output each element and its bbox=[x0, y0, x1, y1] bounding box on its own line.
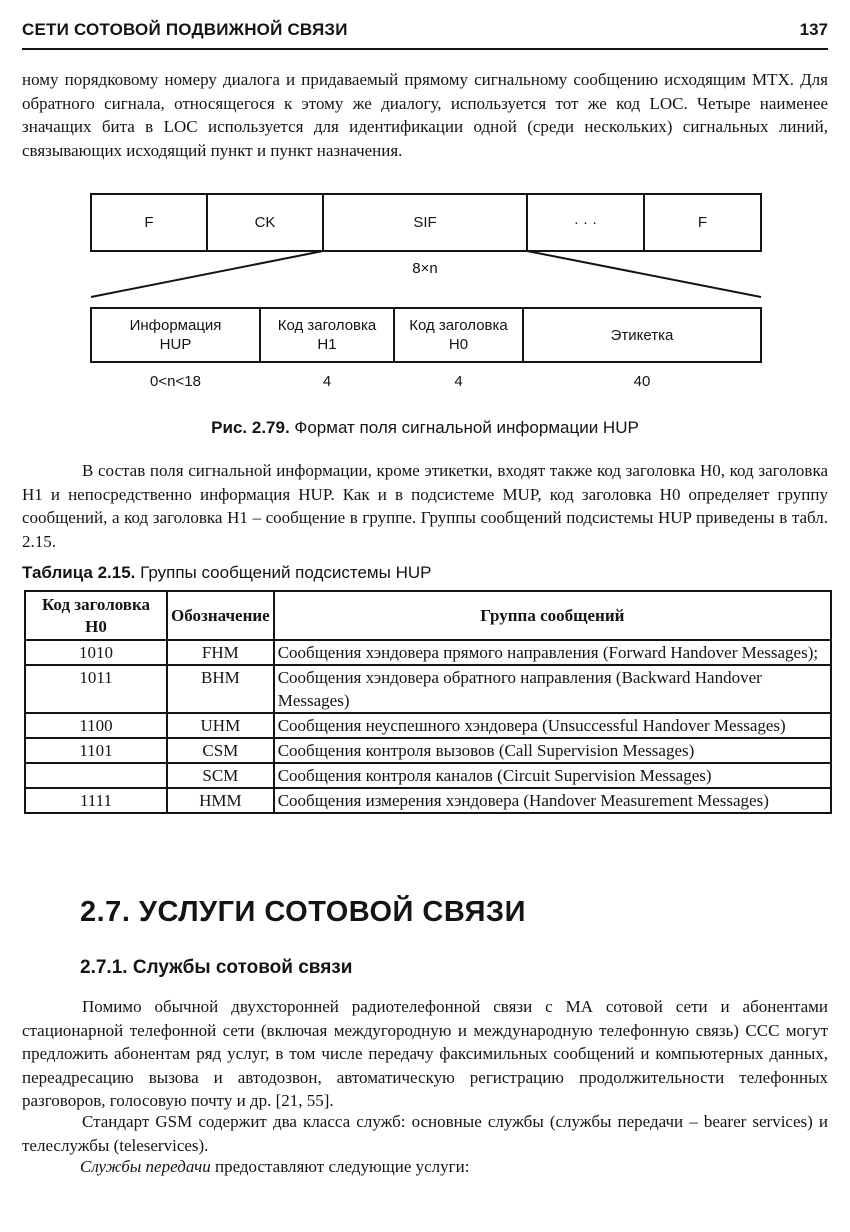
expansion-label: 8×n bbox=[412, 260, 438, 277]
bit-length-h0: 4 bbox=[454, 373, 463, 390]
cell-code: 1100 bbox=[25, 713, 167, 738]
services-lead-italic: Службы передачи bbox=[80, 1157, 211, 1176]
cell-group: Сообщения хэндовера прямого направления (Forward Handover Messages); bbox=[274, 640, 831, 665]
table-row bbox=[25, 738, 831, 763]
table-row bbox=[25, 640, 831, 665]
table-row bbox=[25, 763, 831, 788]
paragraph-2: В состав поля сигнальной информации, кроме этикетки, входят также код заголовка H0, код заголовка H1 и непосредственно информация HUP. Как и в подсистеме MUP, код заголовка H0 определяет группу сообщений, а код заголовка H1 – сообщение в группе. Группы сообщений подсистемы HUP приведены в табл. 2.15. bbox=[22, 461, 828, 551]
field-hup-info: Информация HUP bbox=[129, 317, 222, 353]
table-caption-text: Группы сообщений подсистемы HUP bbox=[140, 563, 432, 582]
cell-group: Сообщения неуспешного хэндовера (Unsuccessful Handover Messages) bbox=[274, 713, 831, 738]
field-label: Этикетка bbox=[610, 326, 674, 344]
field-ck: CK bbox=[254, 214, 276, 231]
section-heading: 2.7. УСЛУГИ СОТОВОЙ СВЯЗИ bbox=[80, 896, 526, 928]
bit-length-h1: 4 bbox=[322, 373, 332, 390]
cell-code: 1010 bbox=[25, 640, 167, 665]
table-row bbox=[25, 713, 831, 738]
subsection-heading: 2.7.1. Службы сотовой связи bbox=[80, 957, 353, 978]
running-header bbox=[22, 18, 828, 50]
header-code: Код заголовка H0 bbox=[25, 591, 167, 640]
table-row bbox=[25, 665, 831, 713]
cell-designation: UHM bbox=[167, 713, 274, 738]
hup-groups-table bbox=[24, 590, 832, 814]
header-designation: Обозначение bbox=[167, 591, 274, 640]
bit-length-hup-info: 0<n<18 bbox=[150, 373, 201, 390]
field-h0-code: Код заголовка H0 bbox=[409, 317, 508, 353]
cell-code: 1111 bbox=[25, 788, 167, 813]
cell-group: Сообщения измерения хэндовера (Handover Measurement Messages) bbox=[274, 788, 831, 813]
page-number: 137 bbox=[799, 20, 828, 39]
field-h1-code: Код заголовка H1 bbox=[277, 317, 377, 353]
table-caption-label: Таблица 2.15. bbox=[22, 563, 136, 582]
figure-hup-format bbox=[0, 185, 850, 400]
cell-code: 1011 bbox=[25, 665, 167, 713]
cell-group: Сообщения контроля вызовов (Call Supervision Messages) bbox=[274, 738, 831, 763]
cell-designation: HMM bbox=[167, 788, 274, 813]
paragraph-3: Помимо обычной двухсторонней радиотелефонной связи с МА сотовой сети и абонентами стационарной телефонной сети (включая междугородную и международную телефонную связь) ССС могут предложить абонентам ряд услуг, в том числе передачу факсимильных сообщений и компьютерных данных, переадресацию вызова и автодозвон, автоматическую регистрацию продолжительности телефонных разговоров, голосовую почту и др. [21, 55]. bbox=[22, 997, 828, 1110]
header-group: Группа сообщений bbox=[274, 591, 831, 640]
field-sif: SIF bbox=[413, 214, 437, 231]
field-ellipsis: · · · bbox=[573, 214, 598, 231]
bit-length-label: 40 bbox=[633, 373, 651, 390]
figure-caption bbox=[0, 418, 850, 438]
cell-code bbox=[25, 763, 167, 788]
intro-paragraph: ному порядковому номеру диалога и придаваемый прямому сигнальному сообщению исходящим МТХ. Для обратного сигнала, относящегося к этому же диалогу, используется тот же код LOC. Четыре наименее значащих бита в LOC используется для идентификации одной (среди нескольких) сигнальных линий, связывающих исходящий пункт и пункт назначения. bbox=[22, 70, 828, 160]
cell-designation: FHM bbox=[167, 640, 274, 665]
table-header-row bbox=[25, 591, 831, 640]
field-f-end: F bbox=[697, 214, 708, 231]
cell-designation: CSM bbox=[167, 738, 274, 763]
services-lead-rest: предоставляют следующие услуги: bbox=[210, 1157, 470, 1176]
field-f-start: F bbox=[144, 214, 154, 231]
services-lead-line bbox=[80, 1157, 469, 1177]
cell-group: Сообщения контроля каналов (Circuit Supervision Messages) bbox=[274, 763, 831, 788]
cell-code: 1101 bbox=[25, 738, 167, 763]
figure-caption-text: Формат поля сигнальной информации HUP bbox=[294, 418, 639, 437]
table-caption bbox=[22, 563, 431, 583]
running-title: СЕТИ СОТОВОЙ ПОДВИЖНОЙ СВЯЗИ bbox=[22, 20, 348, 39]
cell-group: Сообщения хэндовера обратного направления (Backward Handover Messages) bbox=[274, 665, 831, 713]
cell-designation: SCM bbox=[167, 763, 274, 788]
figure-caption-label: Рис. 2.79. bbox=[211, 418, 290, 437]
cell-designation: BHM bbox=[167, 665, 274, 713]
table-row bbox=[25, 788, 831, 813]
paragraph-4: Стандарт GSM содержит два класса служб: основные службы (службы передачи – bearer services) и телеслужбы (teleservices). bbox=[22, 1112, 828, 1155]
